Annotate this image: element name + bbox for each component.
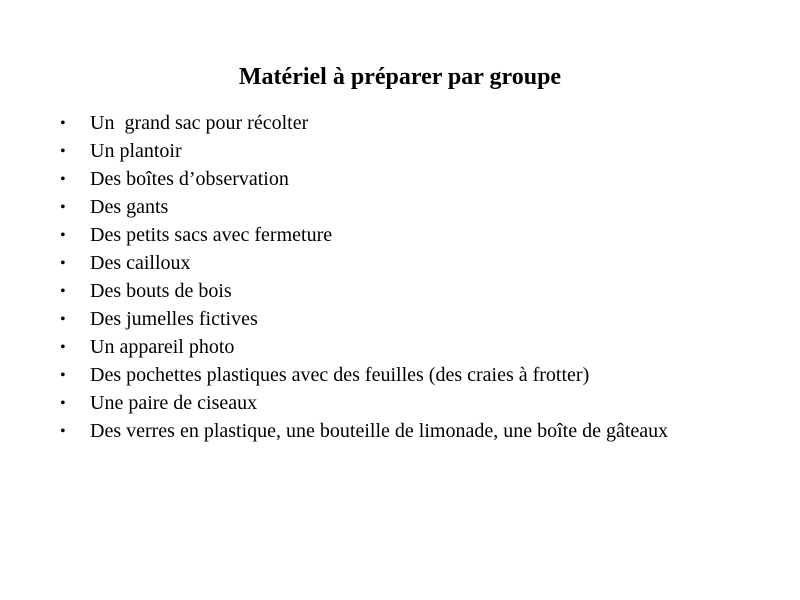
list-item <box>60 224 700 247</box>
bullet-icon: • <box>60 423 66 440</box>
list-item-text: Un grand sac pour récolter <box>90 112 309 134</box>
bullet-icon: • <box>60 115 66 132</box>
list-item-text: Des bouts de bois <box>90 280 232 302</box>
list-item <box>60 252 700 275</box>
list-item-text: Des boîtes d’observation <box>90 168 289 190</box>
list-item-text: Un plantoir <box>90 140 182 162</box>
list-item <box>60 112 700 135</box>
list-item-text: Des jumelles fictives <box>90 308 258 330</box>
list-item <box>60 336 700 359</box>
list-item <box>60 168 700 191</box>
list-item <box>60 420 700 443</box>
materials-list <box>60 112 700 448</box>
list-item-text: Des verres en plastique, une bouteille de limonade, une boîte de gâteaux <box>90 420 669 442</box>
bullet-icon: • <box>60 143 66 160</box>
list-item <box>60 196 700 219</box>
list-item <box>60 392 700 415</box>
bullet-icon: • <box>60 311 66 328</box>
bullet-icon: • <box>60 227 66 244</box>
list-item <box>60 308 700 331</box>
list-item-text: Un appareil photo <box>90 336 235 358</box>
list-item-text: Des pochettes plastiques avec des feuilles (des craies à frotter) <box>90 364 590 386</box>
bullet-icon: • <box>60 171 66 188</box>
list-item-text: Des cailloux <box>90 252 191 274</box>
list-item <box>60 364 700 387</box>
list-item <box>60 280 700 303</box>
slide-title: Matériel à préparer par groupe <box>238 64 562 90</box>
bullet-icon: • <box>60 199 66 216</box>
list-item <box>60 140 700 163</box>
bullet-icon: • <box>60 255 66 272</box>
bullet-icon: • <box>60 367 66 384</box>
bullet-icon: • <box>60 283 66 300</box>
bullet-icon: • <box>60 395 66 412</box>
list-item-text: Une paire de ciseaux <box>90 392 258 414</box>
bullet-icon: • <box>60 339 66 356</box>
list-item-text: Des gants <box>90 196 169 218</box>
list-item-text: Des petits sacs avec fermeture <box>90 224 333 246</box>
